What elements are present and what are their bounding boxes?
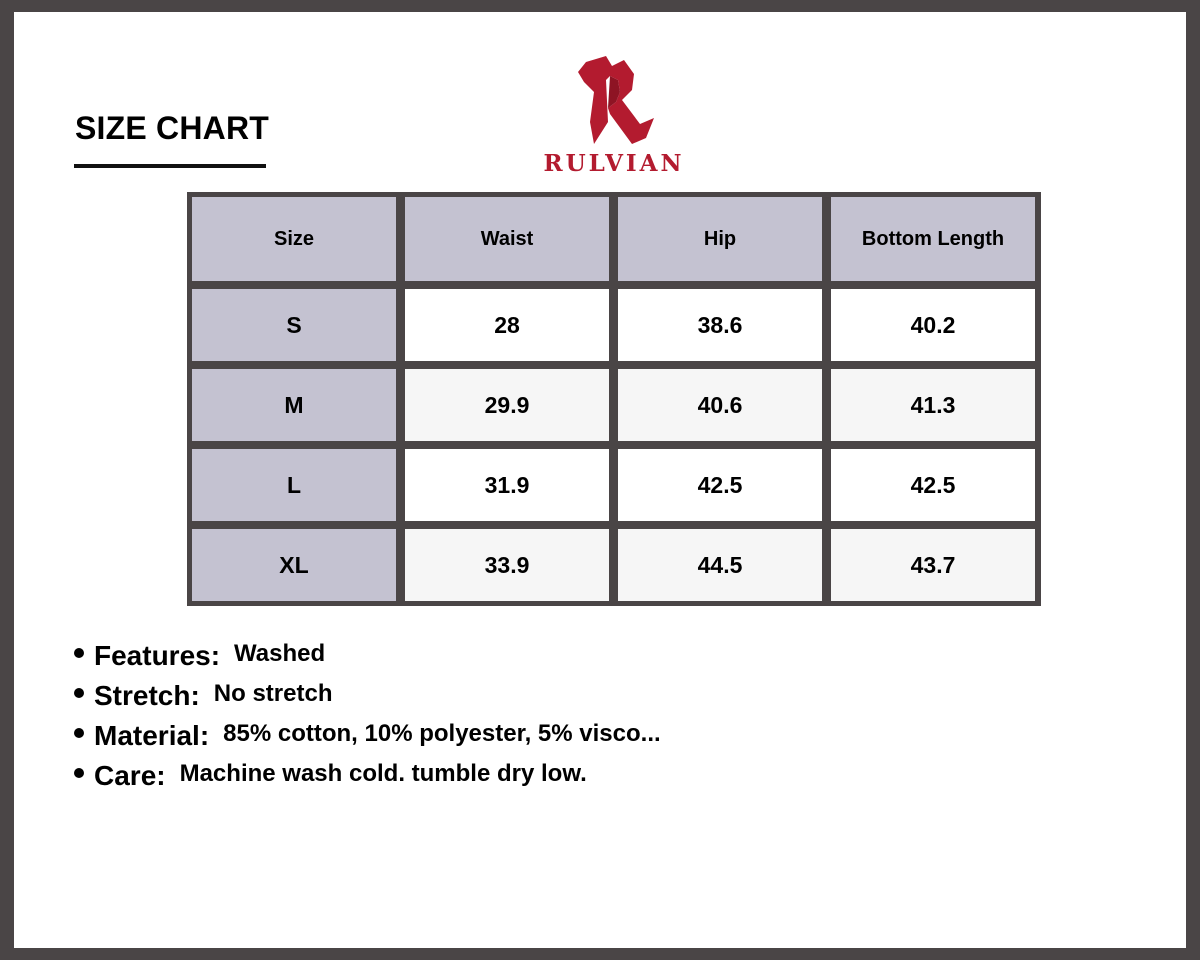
- spec-label: Material:: [94, 720, 210, 751]
- size-label-cell: M: [192, 369, 396, 441]
- table-header-cell: Bottom Length: [831, 197, 1035, 281]
- measurement-cell: 42.5: [618, 449, 822, 521]
- measurement-cell: 28: [405, 289, 609, 361]
- measurement-cell: 38.6: [618, 289, 822, 361]
- spec-item: [72, 636, 661, 676]
- measurement-cell: 44.5: [618, 529, 822, 601]
- spec-item: [72, 756, 661, 796]
- spec-label: Features:: [94, 640, 221, 671]
- spec-item: [72, 676, 661, 716]
- measurement-cell: 40.6: [618, 369, 822, 441]
- spec-value: No stretch: [213, 680, 333, 707]
- size-label-cell: L: [192, 449, 396, 521]
- measurement-cell: 42.5: [831, 449, 1035, 521]
- bullet-icon: [74, 728, 84, 738]
- size-label-cell: XL: [192, 529, 396, 601]
- size-label-cell: S: [192, 289, 396, 361]
- title-underline: [74, 164, 266, 168]
- measurement-cell: 31.9: [405, 449, 609, 521]
- brand-name: RULVIAN: [543, 150, 685, 177]
- spec-label: Care:: [94, 760, 166, 791]
- bullet-icon: [74, 768, 84, 778]
- spec-label: Stretch:: [94, 680, 200, 711]
- page-title: SIZE CHART: [75, 110, 269, 146]
- size-table: [187, 192, 1041, 606]
- table-header-cell: Waist: [405, 197, 609, 281]
- measurement-cell: 43.7: [831, 529, 1035, 601]
- bullet-icon: [74, 688, 84, 698]
- spec-item: [72, 716, 661, 756]
- measurement-cell: 33.9: [405, 529, 609, 601]
- measurement-cell: 29.9: [405, 369, 609, 441]
- spec-list: [72, 636, 661, 796]
- spec-value: Machine wash cold. tumble dry low.: [179, 760, 587, 787]
- spec-value: Washed: [234, 640, 326, 667]
- table-header-cell: Size: [192, 197, 396, 281]
- spec-value: 85% cotton, 10% polyester, 5% visco...: [223, 720, 661, 747]
- bullet-icon: [74, 648, 84, 658]
- measurement-cell: 41.3: [831, 369, 1035, 441]
- table-header-cell: Hip: [618, 197, 822, 281]
- measurement-cell: 40.2: [831, 289, 1035, 361]
